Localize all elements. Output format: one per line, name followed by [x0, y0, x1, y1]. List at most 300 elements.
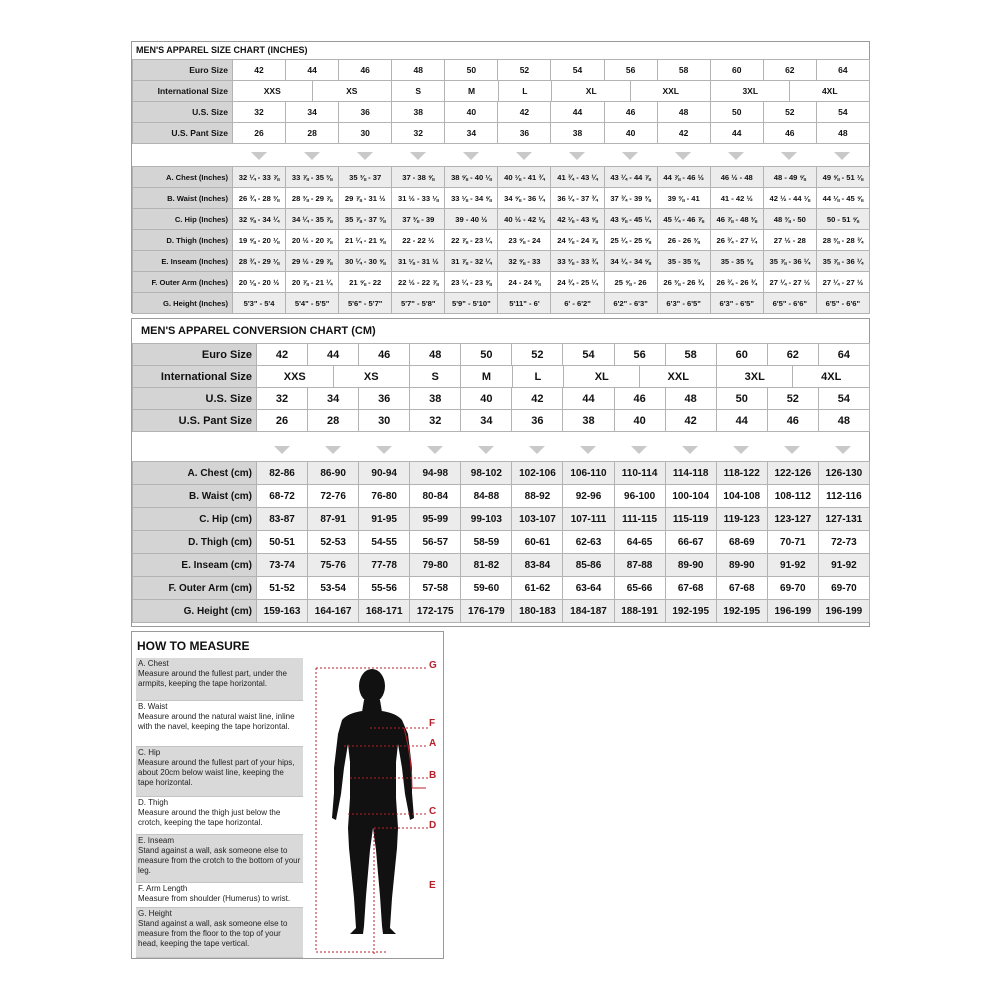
cm-conversion-chart [131, 318, 870, 627]
measure-item-name: F. Arm Length [138, 884, 188, 893]
measure-cell: 34 ¼ - 35 ⅞ [286, 209, 339, 230]
measure-cell: 122-126 [767, 462, 818, 485]
measure-cell: 6'5" - 6'6" [816, 293, 869, 314]
measure-cell: 91-95 [359, 508, 410, 531]
measure-row [133, 293, 870, 314]
row-label: U.S. Size [133, 102, 233, 123]
down-arrow-icon [410, 152, 426, 160]
measure-item [136, 835, 303, 883]
measure-cell: 79-80 [410, 554, 461, 577]
size-cell: 44 [551, 102, 604, 123]
down-arrow-icon [427, 446, 443, 454]
measure-item [136, 747, 303, 797]
measure-cell: 66-67 [665, 531, 716, 554]
measure-item-text: Stand against a wall, ask someone else to measure from the crotch to the bottom of your leg. [138, 846, 301, 875]
measure-cell: 27 ¼ - 27 ½ [763, 272, 816, 293]
size-cell: 42 [512, 388, 563, 410]
intl-size-cell: XS [313, 81, 393, 101]
size-cell: 34 [308, 388, 359, 410]
size-cell: 38 [410, 388, 461, 410]
measure-cell: 43 ¼ - 44 ⅞ [604, 167, 657, 188]
measure-cell: 24 ⅜ - 24 ⅞ [551, 230, 604, 251]
size-cell: 56 [604, 60, 657, 81]
measure-item-name: G. Height [138, 909, 172, 918]
measure-label: B. Waist (Inches) [133, 188, 233, 209]
size-cell: 54 [816, 102, 869, 123]
size-cell: 54 [818, 388, 869, 410]
measure-cell: 6'3" - 6'5" [710, 293, 763, 314]
measure-cell: 87-88 [614, 554, 665, 577]
measure-cell: 56-57 [410, 531, 461, 554]
measure-label: F. Outer Arm (cm) [133, 577, 257, 600]
measure-cell: 111-115 [614, 508, 665, 531]
measure-instructions-list [136, 658, 303, 958]
header-row [133, 60, 870, 81]
measure-cell: 23 ⅝ - 24 [498, 230, 551, 251]
measure-cell: 41 - 42 ½ [710, 188, 763, 209]
measure-cell: 55-56 [359, 577, 410, 600]
measure-cell: 80-84 [410, 485, 461, 508]
measure-cell: 5'3" - 5'4 [233, 293, 286, 314]
measure-item [136, 908, 303, 958]
measure-cell: 22 ½ - 22 ⅞ [392, 272, 445, 293]
down-arrow-icon [463, 152, 479, 160]
down-arrow-icon [274, 446, 290, 454]
measure-row [133, 485, 870, 508]
measure-cell: 91-92 [767, 554, 818, 577]
measure-cell: 119-123 [716, 508, 767, 531]
inches-header-table [132, 59, 870, 144]
measure-row [133, 209, 870, 230]
down-arrow-icon [478, 446, 494, 454]
measure-cell: 5'11" - 6' [498, 293, 551, 314]
size-cell: 44 [716, 410, 767, 432]
size-cell: 38 [551, 123, 604, 144]
header-row [133, 366, 870, 388]
size-cell: 52 [498, 60, 551, 81]
down-arrow-icon [834, 152, 850, 160]
size-cell: 32 [410, 410, 461, 432]
intl-size-cell: M [445, 81, 498, 101]
header-row [133, 81, 870, 102]
measure-cell: 54-55 [359, 531, 410, 554]
measure-cell: 32 ⅝ - 34 ¼ [233, 209, 286, 230]
inches-measure-table [132, 166, 870, 314]
silhouette-figure-icon [308, 658, 440, 956]
measure-cell: 40 ½ - 42 ⅛ [498, 209, 551, 230]
measure-cell: 36 ¼ - 37 ¾ [551, 188, 604, 209]
measure-item [136, 883, 303, 908]
measure-cell: 44 ⅞ - 46 ½ [657, 167, 710, 188]
measure-cell: 126-130 [818, 462, 869, 485]
measure-cell: 69-70 [818, 577, 869, 600]
measure-cell: 42 ⅛ - 43 ⅝ [551, 209, 604, 230]
measure-cell: 92-96 [563, 485, 614, 508]
down-arrow-icon [569, 152, 585, 160]
down-arrow-icon [622, 152, 638, 160]
measure-cell: 5'9" - 5'10" [445, 293, 498, 314]
figure-label-d: D [429, 820, 437, 831]
measure-cell: 49 ⅝ - 51 ⅛ [816, 167, 869, 188]
measure-cell: 83-87 [257, 508, 308, 531]
measure-cell: 85-86 [563, 554, 614, 577]
size-cell: 42 [233, 60, 286, 81]
down-arrow-icon [304, 152, 320, 160]
measure-cell: 24 ¾ - 25 ¼ [551, 272, 604, 293]
size-cell: 48 [816, 123, 869, 144]
size-cell: 46 [359, 344, 410, 366]
measure-cell: 39 ⅜ - 41 [657, 188, 710, 209]
measure-cell: 112-116 [818, 485, 869, 508]
measure-cell: 44 ⅛ - 45 ⅝ [816, 188, 869, 209]
measure-cell: 25 ¼ - 25 ⅝ [604, 230, 657, 251]
size-cell: 42 [665, 410, 716, 432]
how-to-measure-title: HOW TO MEASURE [137, 639, 250, 653]
measure-label: E. Inseam (cm) [133, 554, 257, 577]
measure-cell: 48 ⅜ - 50 [763, 209, 816, 230]
measure-cell: 180-183 [512, 600, 563, 623]
measure-cell: 29 ⅞ - 31 ½ [339, 188, 392, 209]
measure-cell: 127-131 [818, 508, 869, 531]
measure-label: A. Chest (Inches) [133, 167, 233, 188]
size-cell: 30 [339, 123, 392, 144]
measure-cell: 75-76 [308, 554, 359, 577]
measure-cell: 123-127 [767, 508, 818, 531]
measure-cell: 159-163 [257, 600, 308, 623]
measure-cell: 102-106 [512, 462, 563, 485]
measure-cell: 33 ⅞ - 35 ⅜ [286, 167, 339, 188]
measure-cell: 24 - 24 ⅜ [498, 272, 551, 293]
measure-cell: 34 ¼ - 34 ⅝ [604, 251, 657, 272]
measure-cell: 33 ⅛ - 34 ⅝ [445, 188, 498, 209]
measure-row [133, 508, 870, 531]
measure-cell: 35 - 35 ⅜ [710, 251, 763, 272]
intl-size-cell: L [513, 366, 564, 387]
down-arrow-icon [781, 152, 797, 160]
size-cell: 48 [392, 60, 445, 81]
measure-cell: 57-58 [410, 577, 461, 600]
header-row [133, 344, 870, 366]
measure-cell: 33 ⅜ - 33 ¾ [551, 251, 604, 272]
size-cell: 32 [233, 102, 286, 123]
intl-size-cell: XXS [257, 366, 334, 387]
measure-cell: 32 ⅝ - 33 [498, 251, 551, 272]
measure-label: F. Outer Arm (Inches) [133, 272, 233, 293]
measure-cell: 31 ⅛ - 31 ½ [392, 251, 445, 272]
measure-cell: 46 ⅞ - 48 ⅜ [710, 209, 763, 230]
size-cell: 36 [512, 410, 563, 432]
measure-cell: 96-100 [614, 485, 665, 508]
size-cell: 42 [257, 344, 308, 366]
measure-row [133, 577, 870, 600]
measure-cell: 82-86 [257, 462, 308, 485]
figure-label-g: G [429, 660, 437, 671]
measure-cell: 99-103 [461, 508, 512, 531]
measure-item [136, 658, 303, 701]
measure-label: D. Thigh (Inches) [133, 230, 233, 251]
measure-cell: 104-108 [716, 485, 767, 508]
measure-cell: 84-88 [461, 485, 512, 508]
size-cell: 64 [816, 60, 869, 81]
measure-label: G. Height (Inches) [133, 293, 233, 314]
measure-cell: 20 ⅞ - 21 ¼ [286, 272, 339, 293]
size-cell: 28 [308, 410, 359, 432]
measure-cell: 100-104 [665, 485, 716, 508]
size-cell: 60 [716, 344, 767, 366]
measure-cell: 37 ⅜ - 39 [392, 209, 445, 230]
size-cell: 26 [257, 410, 308, 432]
measure-cell: 108-112 [767, 485, 818, 508]
measure-cell: 32 ¼ - 33 ⅞ [233, 167, 286, 188]
measure-cell: 43 ⅝ - 45 ¼ [604, 209, 657, 230]
row-label: Euro Size [133, 60, 233, 81]
measure-cell: 45 ¼ - 46 ⅞ [657, 209, 710, 230]
measure-cell: 68-69 [716, 531, 767, 554]
down-arrow-icon [631, 446, 647, 454]
size-cell: 50 [445, 60, 498, 81]
down-arrow-icon [682, 446, 698, 454]
size-cell: 34 [461, 410, 512, 432]
measure-cell: 67-68 [665, 577, 716, 600]
figure-label-e: E [429, 880, 436, 891]
measure-row [133, 272, 870, 293]
measure-cell: 26 ¾ - 26 ¾ [710, 272, 763, 293]
intl-size-cell: XXL [631, 81, 711, 101]
measure-item-name: C. Hip [138, 748, 161, 757]
intl-size-cell: S [392, 81, 445, 101]
measure-item-text: Measure from shoulder (Humerus) to wrist. [138, 894, 291, 903]
measure-cell: 41 ¾ - 43 ¼ [551, 167, 604, 188]
size-cell: 42 [498, 102, 551, 123]
cm-header-table [132, 343, 870, 432]
measure-cell: 22 ⅞ - 23 ¼ [445, 230, 498, 251]
measure-cell: 35 - 35 ⅜ [657, 251, 710, 272]
measure-cell: 86-90 [308, 462, 359, 485]
measure-cell: 5'7" - 5'8" [392, 293, 445, 314]
measure-cell: 34 ⅝ - 36 ¼ [498, 188, 551, 209]
measure-row [133, 600, 870, 623]
size-cell: 48 [410, 344, 461, 366]
measure-cell: 46 ½ - 48 [710, 167, 763, 188]
size-cell: 46 [767, 410, 818, 432]
size-cell: 48 [657, 102, 710, 123]
measure-cell: 22 - 22 ½ [392, 230, 445, 251]
size-cell: 52 [767, 388, 818, 410]
figure-label-a: A [429, 738, 437, 749]
measure-cell: 168-171 [359, 600, 410, 623]
size-cell: 28 [286, 123, 339, 144]
measure-cell: 196-199 [767, 600, 818, 623]
measure-label: G. Height (cm) [133, 600, 257, 623]
measure-cell: 69-70 [767, 577, 818, 600]
measure-row [133, 531, 870, 554]
intl-size-cell: M [461, 366, 512, 387]
measure-cell: 21 ⅝ - 22 [339, 272, 392, 293]
measure-cell: 5'6" - 5'7" [339, 293, 392, 314]
measure-item-name: D. Thigh [138, 798, 169, 807]
size-cell: 44 [710, 123, 763, 144]
measure-label: A. Chest (cm) [133, 462, 257, 485]
size-cell: 52 [512, 344, 563, 366]
size-cell: 36 [359, 388, 410, 410]
measure-cell: 27 ½ - 28 [763, 230, 816, 251]
measure-cell: 39 - 40 ½ [445, 209, 498, 230]
measure-cell: 28 ¾ - 29 ⅛ [233, 251, 286, 272]
size-cell: 40 [604, 123, 657, 144]
measure-cell: 50 - 51 ⅝ [816, 209, 869, 230]
body-figure [308, 658, 440, 956]
measure-cell: 6'3" - 6'5" [657, 293, 710, 314]
how-to-measure-panel [131, 631, 444, 959]
measure-cell: 35 ⅞ - 37 ⅜ [339, 209, 392, 230]
down-arrow-icon [733, 446, 749, 454]
measure-cell: 29 ½ - 29 ⅞ [286, 251, 339, 272]
measure-cell: 65-66 [614, 577, 665, 600]
measure-row [133, 188, 870, 209]
size-cell: 54 [563, 344, 614, 366]
measure-cell: 115-119 [665, 508, 716, 531]
intl-size-cell: 4XL [821, 86, 838, 96]
size-cell: 50 [716, 388, 767, 410]
measure-cell: 58-59 [461, 531, 512, 554]
header-row [133, 388, 870, 410]
measure-cell: 70-71 [767, 531, 818, 554]
measure-cell: 52-53 [308, 531, 359, 554]
measure-cell: 172-175 [410, 600, 461, 623]
intl-size-cell: L [499, 81, 552, 101]
size-cell: 48 [665, 388, 716, 410]
measure-cell: 61-62 [512, 577, 563, 600]
measure-cell: 28 ⅜ - 29 ⅞ [286, 188, 339, 209]
measure-cell: 26 ¾ - 28 ⅜ [233, 188, 286, 209]
measure-cell: 64-65 [614, 531, 665, 554]
measure-cell: 176-179 [461, 600, 512, 623]
size-cell: 38 [392, 102, 445, 123]
measure-cell: 42 ½ - 44 ⅛ [763, 188, 816, 209]
size-cell: 46 [339, 60, 392, 81]
size-cell: 50 [710, 102, 763, 123]
measure-cell: 27 ¼ - 27 ½ [816, 272, 869, 293]
measure-cell: 62-63 [563, 531, 614, 554]
measure-cell: 40 ⅛ - 41 ¾ [498, 167, 551, 188]
measure-cell: 60-61 [512, 531, 563, 554]
measure-cell: 35 ⅞ - 36 ¼ [816, 251, 869, 272]
size-cell: 40 [614, 410, 665, 432]
down-arrow-icon [835, 446, 851, 454]
measure-cell: 98-102 [461, 462, 512, 485]
measure-cell: 5'4" - 5'5" [286, 293, 339, 314]
row-label: International Size [133, 81, 233, 102]
measure-cell: 38 ⅝ - 40 ⅛ [445, 167, 498, 188]
measure-cell: 90-94 [359, 462, 410, 485]
measure-row [133, 167, 870, 188]
measure-item-name: E. Inseam [138, 836, 175, 845]
intl-size-cell: XL [564, 366, 641, 387]
measure-cell: 19 ⅝ - 20 ⅛ [233, 230, 286, 251]
size-cell: 32 [257, 388, 308, 410]
measure-row [133, 251, 870, 272]
size-cell: 42 [657, 123, 710, 144]
size-cell: 26 [233, 123, 286, 144]
down-arrow-icon [376, 446, 392, 454]
measure-cell: 72-73 [818, 531, 869, 554]
down-arrow-icon [325, 446, 341, 454]
intl-size-cell: XS [334, 366, 411, 387]
measure-cell: 50-51 [257, 531, 308, 554]
measure-cell: 107-111 [563, 508, 614, 531]
down-arrow-icon [728, 152, 744, 160]
figure-label-c: C [429, 806, 437, 817]
measure-item-text: Measure around the thigh just below the crotch, keeping the tape horizontal. [138, 808, 281, 827]
size-cell: 44 [563, 388, 614, 410]
size-cell: 50 [461, 344, 512, 366]
measure-cell: 196-199 [818, 600, 869, 623]
down-arrow-icon [516, 152, 532, 160]
down-arrow-icon [675, 152, 691, 160]
measure-cell: 106-110 [563, 462, 614, 485]
size-cell: 40 [461, 388, 512, 410]
size-cell: 34 [445, 123, 498, 144]
measure-item-name: A. Chest [138, 659, 169, 668]
measure-cell: 30 ¼ - 30 ⅝ [339, 251, 392, 272]
measure-cell: 6'2" - 6'3" [604, 293, 657, 314]
measure-cell: 89-90 [665, 554, 716, 577]
measure-cell: 26 - 26 ⅜ [657, 230, 710, 251]
figure-label-f: F [429, 718, 436, 729]
measure-cell: 81-82 [461, 554, 512, 577]
down-arrow-icon [251, 152, 267, 160]
measure-cell: 88-92 [512, 485, 563, 508]
size-cell: 36 [339, 102, 392, 123]
measure-cell: 87-91 [308, 508, 359, 531]
measure-cell: 73-74 [257, 554, 308, 577]
measure-cell: 37 ¾ - 39 ⅜ [604, 188, 657, 209]
row-label: U.S. Size [133, 388, 257, 410]
measure-cell: 6' - 6'2" [551, 293, 604, 314]
size-cell: 56 [614, 344, 665, 366]
down-arrow-icon [784, 446, 800, 454]
row-label: U.S. Pant Size [133, 123, 233, 144]
measure-row [133, 230, 870, 251]
down-arrow-icon [529, 446, 545, 454]
size-cell: 58 [657, 60, 710, 81]
measure-cell: 26 ¾ - 27 ¼ [710, 230, 763, 251]
intl-size-cell: 3XL [711, 81, 791, 101]
measure-label: C. Hip (cm) [133, 508, 257, 531]
header-row [133, 410, 870, 432]
measure-cell: 95-99 [410, 508, 461, 531]
inches-arrow-row [232, 150, 869, 162]
intl-size-cell: XXS [233, 81, 313, 101]
down-arrow-icon [580, 446, 596, 454]
header-row [133, 123, 870, 144]
size-cell: 58 [665, 344, 716, 366]
measure-row [133, 462, 870, 485]
intl-size-cell: XXL [640, 366, 717, 387]
measure-cell: 51-52 [257, 577, 308, 600]
measure-item-text: Measure around the natural waist line, inline with the navel, keeping the tape horizontal. [138, 712, 295, 731]
row-label: International Size [133, 366, 257, 388]
inches-chart-title: MEN'S APPAREL SIZE CHART (INCHES) [136, 45, 308, 55]
size-cell: 48 [818, 410, 869, 432]
size-cell: 36 [498, 123, 551, 144]
intl-size-cell: S [410, 366, 461, 387]
measure-cell: 48 - 49 ⅝ [763, 167, 816, 188]
measure-cell: 192-195 [716, 600, 767, 623]
measure-cell: 94-98 [410, 462, 461, 485]
measure-cell: 31 ½ - 33 ⅛ [392, 188, 445, 209]
measure-cell: 68-72 [257, 485, 308, 508]
